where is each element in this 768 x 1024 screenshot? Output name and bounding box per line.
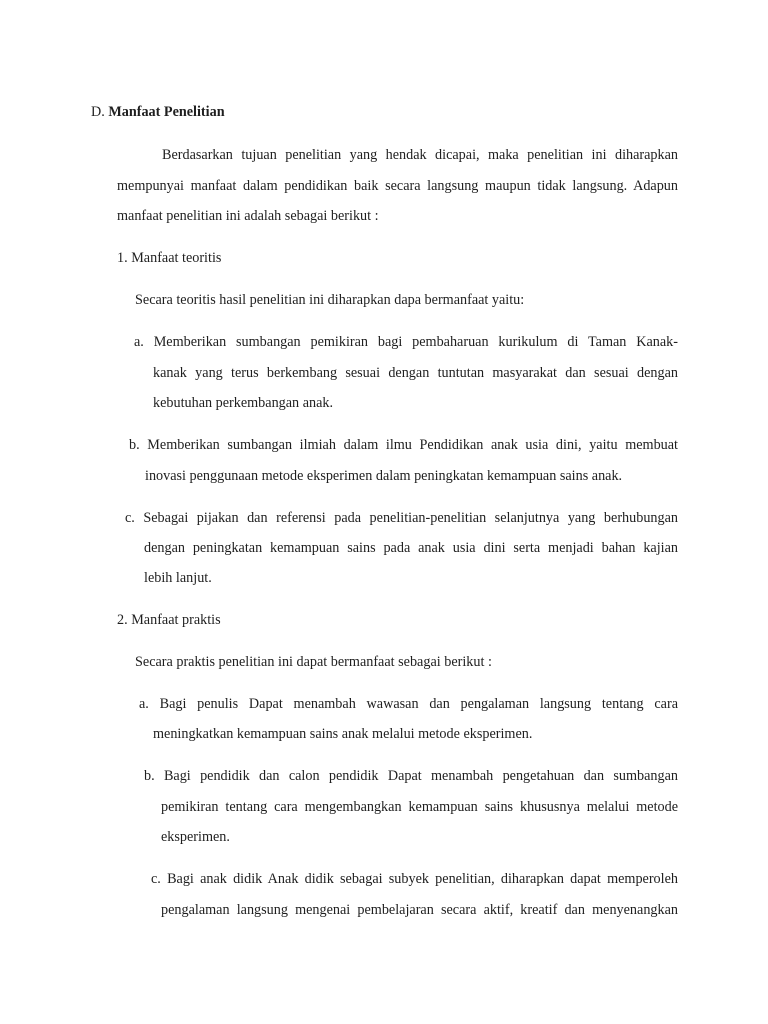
section-title: Manfaat Penelitian	[108, 104, 225, 120]
teoritis-a-line-3: kebutuhan perkembangan anak.	[153, 395, 334, 411]
teoritis-c-line-1: c. Sebagai pijakan dan referensi pada penelitian-penelitian selanjutnya yang berhubungan	[125, 510, 678, 526]
teoritis-c-line-2: dengan peningkatan kemampuan sains pada anak usia dini serta menjadi bahan kajian	[144, 540, 678, 556]
praktis-lead: Secara praktis penelitian ini dapat bermanfaat sebagai berikut :	[135, 654, 492, 670]
teoritis-b-line-1: b. Memberikan sumbangan ilmiah dalam ilmu Pendidikan anak usia dini, yaitu membuat	[129, 437, 678, 453]
praktis-c-line-2: pengalaman langsung mengenai pembelajaran secara aktif, kreatif dan menyenangkan	[161, 902, 678, 918]
praktis-b-line-2: pemikiran tentang cara mengembangkan kemampuan sains khususnya melalui metode	[161, 799, 678, 815]
section-heading	[91, 103, 225, 121]
praktis-b-line-3: eksperimen.	[161, 829, 230, 845]
teoritis-heading: 1. Manfaat teoritis	[117, 250, 222, 266]
intro-line-2: mempunyai manfaat dalam pendidikan baik secara langsung maupun tidak langsung. Adapun	[117, 178, 678, 194]
intro-line-3: manfaat penelitian ini adalah sebagai berikut :	[117, 208, 379, 224]
teoritis-b-line-2: inovasi penggunaan metode eksperimen dalam peningkatan kemampuan sains anak.	[145, 468, 623, 484]
praktis-a-line-2: meningkatkan kemampuan sains anak melalui metode eksperimen.	[153, 726, 533, 742]
praktis-heading: 2. Manfaat praktis	[117, 612, 221, 628]
teoritis-a-line-1: a. Memberikan sumbangan pemikiran bagi pembaharuan kurikulum di Taman Kanak-	[134, 334, 678, 350]
praktis-a-line-1: a. Bagi penulis Dapat menambah wawasan dan pengalaman langsung tentang cara	[139, 696, 678, 712]
section-letter: D.	[91, 104, 105, 120]
praktis-c-line-1: c. Bagi anak didik Anak didik sebagai subyek penelitian, diharapkan dapat memperoleh	[151, 871, 678, 887]
teoritis-a-line-2: kanak yang terus berkembang sesuai dengan tuntutan masyarakat dan sesuai dengan	[153, 365, 678, 381]
teoritis-c-line-3: lebih lanjut.	[144, 570, 212, 586]
praktis-b-line-1: b. Bagi pendidik dan calon pendidik Dapat menambah pengetahuan dan sumbangan	[144, 768, 678, 784]
teoritis-lead: Secara teoritis hasil penelitian ini diharapkan dapa bermanfaat yaitu:	[135, 292, 525, 308]
intro-line-1: Berdasarkan tujuan penelitian yang hendak dicapai, maka penelitian ini diharapkan	[162, 147, 678, 163]
